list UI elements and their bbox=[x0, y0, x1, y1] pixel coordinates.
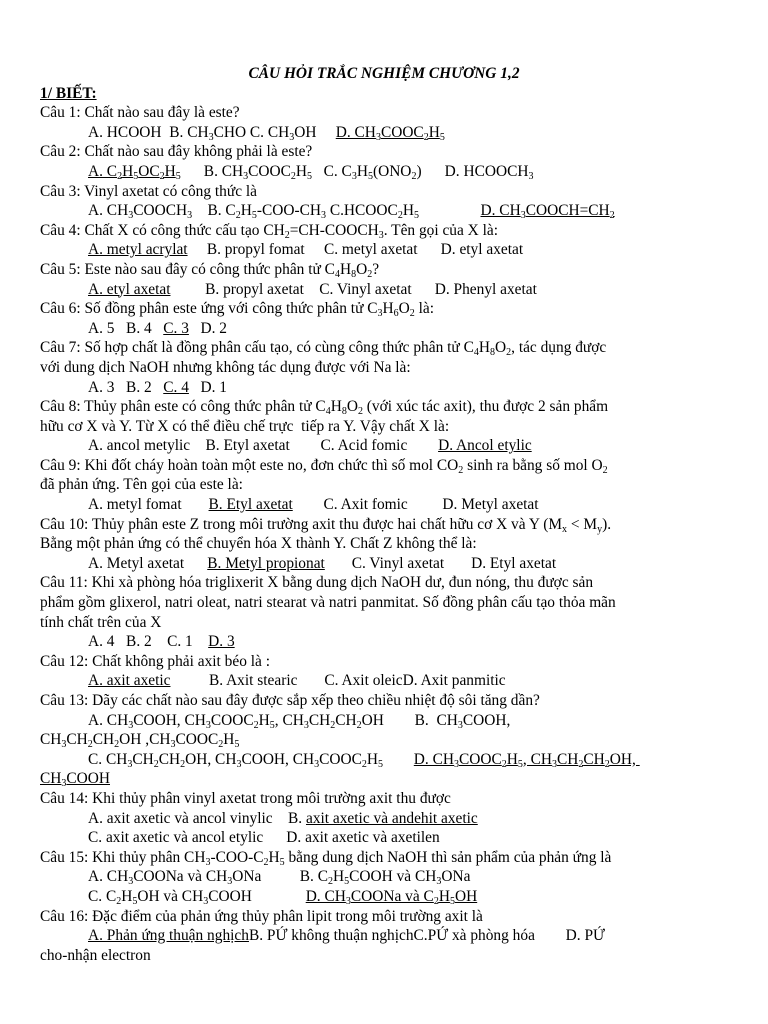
subscript: 3 bbox=[128, 876, 134, 888]
subscript: 2 bbox=[604, 758, 610, 770]
question-text-line bbox=[40, 573, 728, 593]
underlined-answer: A. axit axetic bbox=[88, 672, 171, 690]
subscript: 3 bbox=[61, 739, 67, 751]
subscript: 5 bbox=[517, 758, 523, 770]
text-run: Câu 6: Số đồng phân este ứng với công thức phân tử C bbox=[40, 300, 378, 318]
subscript: 8 bbox=[351, 268, 357, 280]
answer-options-line bbox=[40, 319, 728, 339]
subscript: 5 bbox=[132, 895, 138, 907]
text-run: Câu 11: Khi xà phòng hóa triglixerit X bằng dung dịch NaOH dư, đun nóng, thu được sản bbox=[40, 574, 594, 592]
answer-options-line bbox=[40, 162, 728, 182]
subscript: 2 bbox=[284, 229, 290, 241]
underlined-answer: B. Metyl propionat bbox=[207, 554, 325, 572]
answer-options-line bbox=[40, 495, 728, 515]
question-text-line bbox=[40, 475, 728, 495]
text-run: COOH bbox=[208, 887, 306, 905]
text-run: Câu 4: Chất X có công thức cấu tạo CH bbox=[40, 221, 285, 239]
underlined-answer: D. 3 bbox=[208, 633, 235, 651]
subscript: 5 bbox=[133, 170, 139, 182]
question-text-line bbox=[40, 946, 728, 966]
text-run: (ONO bbox=[372, 162, 412, 180]
text-run: COOC bbox=[248, 162, 291, 180]
subscript: 4 bbox=[473, 347, 479, 359]
subscript: 5 bbox=[234, 739, 240, 751]
answer-options-line bbox=[40, 809, 728, 829]
text-run: < M bbox=[567, 515, 598, 533]
text-run: Bằng một phản ứng có thể chuyển hóa X thành Y. Chất Z không thể là: bbox=[40, 535, 477, 553]
text-run: CHO C. CH bbox=[213, 123, 290, 141]
text-run: CH bbox=[40, 731, 62, 749]
subscript: 2 bbox=[263, 856, 269, 868]
subscript: 3 bbox=[528, 170, 534, 182]
answer-options-line bbox=[40, 280, 728, 300]
answer-options-line bbox=[40, 554, 728, 574]
text-run: -COO-C bbox=[210, 848, 264, 866]
text-run: . Tên gọi của X là: bbox=[383, 221, 499, 239]
subscript: 2 bbox=[501, 758, 507, 770]
text-run: O bbox=[346, 398, 358, 416]
subscript: 3 bbox=[61, 778, 67, 790]
text-run: B. propyl fomat C. metyl axetat D. etyl axetat bbox=[187, 241, 524, 259]
question-text-line bbox=[40, 299, 728, 319]
subscript: 2 bbox=[114, 739, 120, 751]
text-run: COOH và CH bbox=[349, 868, 437, 886]
text-run: A. Metyl axetat bbox=[88, 554, 208, 572]
text-run: hữu cơ X và Y. Từ X có thể điều chế trực tiếp ra Y. Vậy chất X là: bbox=[40, 417, 450, 435]
text-run: Câu 3: Vinyl axetat có công thức là bbox=[40, 182, 257, 200]
subscript: 4 bbox=[334, 268, 340, 280]
subscript: 3 bbox=[314, 758, 320, 770]
underlined-answer: C. 3 bbox=[163, 319, 189, 337]
underlined-answer: COOC bbox=[459, 750, 502, 768]
text-run: sinh ra bằng số mol O bbox=[463, 456, 603, 474]
text-run: A. ancol metylic B. Etyl axetat C. Acid fomic bbox=[88, 437, 439, 455]
subscript: 2 bbox=[159, 170, 165, 182]
underlined-answer: , CH bbox=[522, 750, 552, 768]
text-run: đã phản ứng. Tên gọi của este là: bbox=[40, 476, 243, 494]
subscript: 3 bbox=[377, 308, 383, 320]
question-list bbox=[40, 103, 728, 965]
subscript: 5 bbox=[413, 210, 419, 222]
text-run: O bbox=[356, 260, 368, 278]
text-run: Câu 1: Chất nào sau đây là este? bbox=[40, 104, 240, 122]
text-run: D. 1 bbox=[188, 378, 227, 396]
subscript: 2 bbox=[367, 268, 373, 280]
question-text-line bbox=[40, 221, 728, 241]
text-run: A. CH bbox=[88, 202, 129, 220]
subscript: 2 bbox=[180, 758, 186, 770]
answer-options-line bbox=[40, 887, 728, 907]
text-run: cho-nhận electron bbox=[40, 946, 151, 964]
text-run: A. CH bbox=[88, 868, 129, 886]
text-run: C. axit axetic và ancol etylic D. axit axetic và axetilen bbox=[88, 829, 440, 847]
text-run: Câu 9: Khi đốt cháy hoàn toàn một este no, đơn chức thì số mol CO bbox=[40, 456, 459, 474]
answer-options-line bbox=[40, 671, 728, 691]
text-run: A. axit axetic và ancol vinylic B. bbox=[88, 809, 306, 827]
underlined-answer: OH, bbox=[609, 750, 640, 768]
subscript: 2 bbox=[397, 210, 403, 222]
text-run: tính chất trên của X bbox=[40, 613, 162, 631]
text-run: H bbox=[258, 711, 270, 729]
subscript: 2 bbox=[356, 719, 362, 731]
answer-options-line bbox=[40, 436, 728, 456]
subscript: 2 bbox=[117, 170, 123, 182]
text-run: A. metyl fomat bbox=[88, 496, 209, 514]
subscript: 8 bbox=[490, 347, 495, 359]
text-run: CH bbox=[132, 750, 154, 768]
underlined-answer: A. C bbox=[88, 162, 118, 180]
text-run: ) D. HCOOCH bbox=[416, 162, 529, 180]
subscript: 2 bbox=[87, 739, 93, 751]
subscript: 3 bbox=[454, 758, 459, 770]
text-run: phẩm gồm glixerol, natri oleat, natri stearat và natri panmitat. Số đồng phân cấu tạo thỏa mãn bbox=[40, 594, 616, 612]
text-run: =CH-COOCH bbox=[289, 221, 379, 239]
text-run: B. propyl axetat C. Vinyl axetat D. Phenyl axetat bbox=[170, 280, 537, 298]
text-run: O bbox=[495, 339, 507, 357]
text-run: C. C bbox=[88, 887, 117, 905]
section-heading-text: 1/ BIẾT: bbox=[40, 84, 97, 102]
subscript: 2 bbox=[235, 210, 241, 222]
question-text-line bbox=[40, 260, 728, 280]
question-text-line bbox=[40, 142, 728, 162]
subscript: 3 bbox=[128, 719, 134, 731]
underlined-answer: CH bbox=[556, 750, 579, 768]
subscript: 3 bbox=[345, 895, 351, 907]
text-run: Câu 15: Khi thủy phân CH bbox=[40, 848, 206, 866]
subscript: 2 bbox=[458, 464, 464, 476]
subscript: 6 bbox=[393, 308, 399, 320]
text-run: H bbox=[366, 750, 379, 768]
subscript: 3 bbox=[320, 210, 326, 222]
text-run: H bbox=[240, 202, 252, 220]
question-text-line bbox=[40, 789, 728, 809]
text-run: H bbox=[478, 339, 490, 357]
question-text-line bbox=[40, 358, 728, 378]
underlined-answer: H bbox=[164, 162, 176, 180]
underlined-answer: COONa và C bbox=[350, 887, 434, 905]
question-text-line bbox=[40, 417, 728, 437]
answer-options-line bbox=[40, 867, 728, 887]
text-run: CH bbox=[92, 731, 115, 749]
text-run: A. 4 B. 2 C. 1 bbox=[88, 633, 209, 651]
underlined-answer: A. Phản ứng thuận nghịch bbox=[88, 927, 249, 945]
underlined-answer: CH bbox=[583, 750, 605, 768]
section-heading bbox=[40, 84, 728, 104]
text-run: là: bbox=[414, 300, 435, 318]
underlined-answer: D. CH bbox=[335, 123, 376, 141]
text-run: A. CH bbox=[88, 711, 129, 729]
subscript: 5 bbox=[344, 876, 350, 888]
text-run: B. C bbox=[192, 202, 236, 220]
text-run: COOC bbox=[210, 711, 254, 729]
text-run: H bbox=[382, 300, 394, 318]
text-run: CH bbox=[308, 711, 331, 729]
text-run: bằng dung dịch NaOH thì sản phẩm của phản ứng là bbox=[284, 848, 612, 866]
underlined-answer: D. CH bbox=[305, 887, 346, 905]
underlined-answer: axit axetic và andehit axetic bbox=[305, 809, 478, 827]
subscript: 2 bbox=[290, 170, 296, 182]
text-run bbox=[419, 202, 481, 219]
underlined-answer: H bbox=[438, 887, 450, 905]
underlined-answer: A. metyl acrylat bbox=[88, 241, 188, 259]
subscript: x bbox=[562, 523, 568, 535]
subscript: 3 bbox=[203, 895, 209, 907]
subscript: 4 bbox=[325, 406, 331, 418]
text-run: COOH, CH bbox=[133, 711, 206, 729]
text-run: Câu 10: Thủy phân este Z trong môi trường axit thu được hai chất hữu cơ X và Y (M bbox=[40, 515, 563, 533]
subscript: 3 bbox=[205, 856, 211, 868]
subscript: 2 bbox=[328, 876, 334, 888]
question-text-line bbox=[40, 691, 728, 711]
text-run: COOCH bbox=[133, 202, 188, 220]
subscript: y bbox=[597, 523, 603, 535]
document-page bbox=[40, 64, 728, 965]
subscript: 3 bbox=[170, 739, 176, 751]
subscript: 5 bbox=[175, 170, 181, 182]
underlined-answer: B. Etyl axetat bbox=[208, 496, 293, 514]
subscript: 3 bbox=[187, 210, 193, 222]
text-run: OH B. CH bbox=[361, 711, 458, 729]
subscript: 2 bbox=[433, 895, 439, 907]
document-title: CÂU HỎI TRẮC NGHIỆM CHƯƠNG 1,2 bbox=[248, 65, 520, 82]
text-run: OH bbox=[294, 123, 336, 141]
text-run: Câu 7: Số hợp chất là đồng phân cấu tạo, có cùng công thức phân tử C bbox=[40, 339, 474, 357]
question-text-line bbox=[40, 103, 728, 123]
subscript: 2 bbox=[218, 739, 224, 751]
text-run: H bbox=[402, 202, 414, 220]
underlined-answer: COOCH=CH bbox=[525, 202, 610, 220]
subscript: 3 bbox=[243, 170, 249, 182]
text-run: COOC bbox=[175, 731, 219, 749]
subscript: 2 bbox=[153, 758, 159, 770]
answer-options-line bbox=[40, 632, 728, 652]
underlined-answer: H bbox=[428, 123, 440, 141]
subscript: 2 bbox=[361, 758, 367, 770]
text-run: C. Vinyl axetat D. Etyl axetat bbox=[324, 554, 557, 572]
underlined-answer: C. 4 bbox=[163, 378, 189, 396]
text-run: , CH bbox=[274, 711, 304, 729]
subscript: 3 bbox=[551, 758, 557, 770]
text-run: ONa bbox=[441, 868, 471, 886]
subscript: 2 bbox=[116, 895, 122, 907]
text-run: C. C bbox=[312, 162, 352, 180]
question-text-line bbox=[40, 593, 728, 613]
subscript: 2 bbox=[357, 406, 363, 418]
answer-options-line bbox=[40, 750, 728, 770]
answer-options-line bbox=[40, 123, 728, 143]
subscript: 3 bbox=[205, 719, 211, 731]
underlined-answer bbox=[440, 124, 445, 141]
text-run: COOC bbox=[319, 750, 362, 768]
text-run: Câu 14: Khi thủy phân vinyl axetat trong môi trường axit thu được bbox=[40, 789, 451, 807]
text-run: với dung dịch NaOH nhưng không tác dụng được với Na là: bbox=[40, 358, 411, 376]
subscript: 5 bbox=[307, 170, 313, 182]
subscript: 2 bbox=[578, 758, 584, 770]
text-run: A. 5 B. 4 bbox=[88, 319, 164, 337]
question-text-line bbox=[40, 534, 728, 554]
text-run: H bbox=[121, 887, 133, 905]
subscript: 3 bbox=[236, 758, 242, 770]
subscript: 5 bbox=[367, 170, 373, 182]
text-run: B. PỨ không thuận nghịchC.PỨ xà phòng hóa D. PỨ bbox=[248, 927, 605, 945]
subscript: 5 bbox=[251, 210, 257, 222]
text-run: ). bbox=[602, 515, 612, 533]
text-run: ? bbox=[372, 260, 380, 278]
underlined-answer: OH bbox=[454, 887, 478, 905]
question-text-line bbox=[40, 515, 728, 535]
subscript: 3 bbox=[127, 758, 133, 770]
subscript: 5 bbox=[439, 131, 445, 143]
text-run: H bbox=[268, 848, 280, 866]
question-text-line bbox=[40, 730, 728, 750]
text-run: Câu 16: Đặc điểm của phản ứng thủy phân lipit trong môi trường axit là bbox=[40, 907, 483, 925]
subscript: 3 bbox=[375, 131, 381, 143]
underlined-answer: D. Ancol etylic bbox=[438, 437, 532, 455]
text-run: ONa B. C bbox=[232, 868, 329, 886]
subscript: 3 bbox=[289, 131, 295, 143]
subscript: 3 bbox=[303, 719, 309, 731]
subscript: 2 bbox=[423, 131, 429, 143]
text-run bbox=[383, 751, 414, 768]
question-text-line bbox=[40, 848, 728, 868]
text-run: C. Axit fomic D. Metyl axetat bbox=[292, 496, 539, 514]
text-run: B. Axit stearic C. Axit oleicD. Axit panmitic bbox=[170, 672, 506, 690]
answer-options-line bbox=[40, 240, 728, 260]
text-run: COOH, CH bbox=[241, 750, 315, 768]
text-run: Câu 5: Este nào sau đây có công thức phân tử C bbox=[40, 260, 335, 278]
question-text-line bbox=[40, 907, 728, 927]
subscript: 2 bbox=[253, 719, 259, 731]
text-run: -COO-CH bbox=[256, 202, 321, 220]
subscript: 3 bbox=[351, 170, 357, 182]
question-text-line bbox=[40, 397, 728, 417]
subscript: 3 bbox=[378, 229, 384, 241]
question-text-line bbox=[40, 652, 728, 672]
text-run: COOH, bbox=[462, 711, 511, 729]
text-run: OH, CH bbox=[185, 750, 237, 768]
text-run: , tác dụng được bbox=[511, 339, 607, 357]
text-run: Câu 8: Thủy phân este có công thức phân tử C bbox=[40, 398, 326, 416]
text-run: H bbox=[330, 398, 342, 416]
text-run: CH bbox=[66, 731, 88, 749]
text-run: Câu 13: Dãy các chất nào sau đây được sắp xếp theo chiều nhiệt độ sôi tăng dần? bbox=[40, 692, 540, 709]
underlined-answer: H bbox=[506, 750, 518, 768]
question-text-line bbox=[40, 769, 728, 789]
text-run: C.HCOOC bbox=[325, 202, 398, 220]
text-run: CH bbox=[158, 750, 181, 768]
subscript: 2 bbox=[602, 464, 608, 476]
subscript: 5 bbox=[269, 719, 275, 731]
text-run: CH bbox=[335, 711, 357, 729]
subscript: 3 bbox=[457, 719, 463, 731]
underlined-answer: OC bbox=[138, 162, 160, 180]
question-text-line bbox=[40, 613, 728, 633]
question-text-line bbox=[40, 182, 728, 202]
underlined-answer: COOC bbox=[380, 123, 424, 141]
underlined-answer: CH bbox=[40, 770, 62, 788]
subscript: 2 bbox=[411, 170, 417, 182]
subscript: 2 bbox=[409, 308, 415, 320]
subscript: 3 bbox=[227, 876, 233, 888]
answer-options-line bbox=[40, 201, 728, 221]
subscript: 2 bbox=[506, 347, 512, 359]
text-run: H bbox=[295, 162, 308, 180]
text-run: D. 2 bbox=[188, 319, 227, 337]
text-run: H bbox=[356, 162, 368, 180]
answer-options-line bbox=[40, 711, 728, 731]
subscript: 3 bbox=[208, 131, 214, 143]
subscript: 5 bbox=[279, 856, 285, 868]
text-run: B. CH bbox=[180, 162, 244, 180]
text-run: H bbox=[223, 731, 235, 749]
answer-options-line bbox=[40, 926, 728, 946]
text-run: A. HCOOH B. CH bbox=[88, 123, 209, 141]
text-run: OH ,CH bbox=[119, 731, 171, 749]
underlined-answer: COOH bbox=[66, 770, 110, 788]
question-text-line bbox=[40, 456, 728, 476]
text-run: O bbox=[398, 300, 410, 318]
subscript: 5 bbox=[378, 758, 384, 770]
underlined-answer: D. CH bbox=[413, 750, 454, 768]
text-run: H bbox=[333, 868, 345, 886]
answer-options-line bbox=[40, 828, 728, 848]
text-run: COONa và CH bbox=[133, 868, 228, 886]
subscript: 3 bbox=[128, 210, 134, 222]
text-run: OH và CH bbox=[137, 887, 204, 905]
underlined-answer: D. CH bbox=[480, 202, 521, 220]
text-run: Câu 2: Chất nào sau đây không phải là este? bbox=[40, 143, 313, 161]
subscript: 2 bbox=[609, 210, 615, 222]
underlined-answer: H bbox=[122, 162, 134, 180]
underlined-answer bbox=[609, 202, 615, 222]
text-run: Câu 12: Chất không phải axit béo là : bbox=[40, 652, 270, 670]
underlined-answer: A. etyl axetat bbox=[88, 280, 171, 298]
text-run: A. 3 B. 2 bbox=[88, 378, 164, 396]
question-text-line bbox=[40, 338, 728, 358]
subscript: 2 bbox=[330, 719, 336, 731]
subscript: 5 bbox=[449, 895, 455, 907]
subscript: 3 bbox=[436, 876, 442, 888]
text-run: C. CH bbox=[88, 750, 128, 768]
subscript: 3 bbox=[520, 210, 526, 222]
text-run: H bbox=[339, 260, 352, 278]
text-run: (với xúc tác axit), thu được 2 sản phẩm bbox=[362, 398, 609, 416]
answer-options-line bbox=[40, 378, 728, 398]
subscript: 8 bbox=[341, 406, 347, 418]
